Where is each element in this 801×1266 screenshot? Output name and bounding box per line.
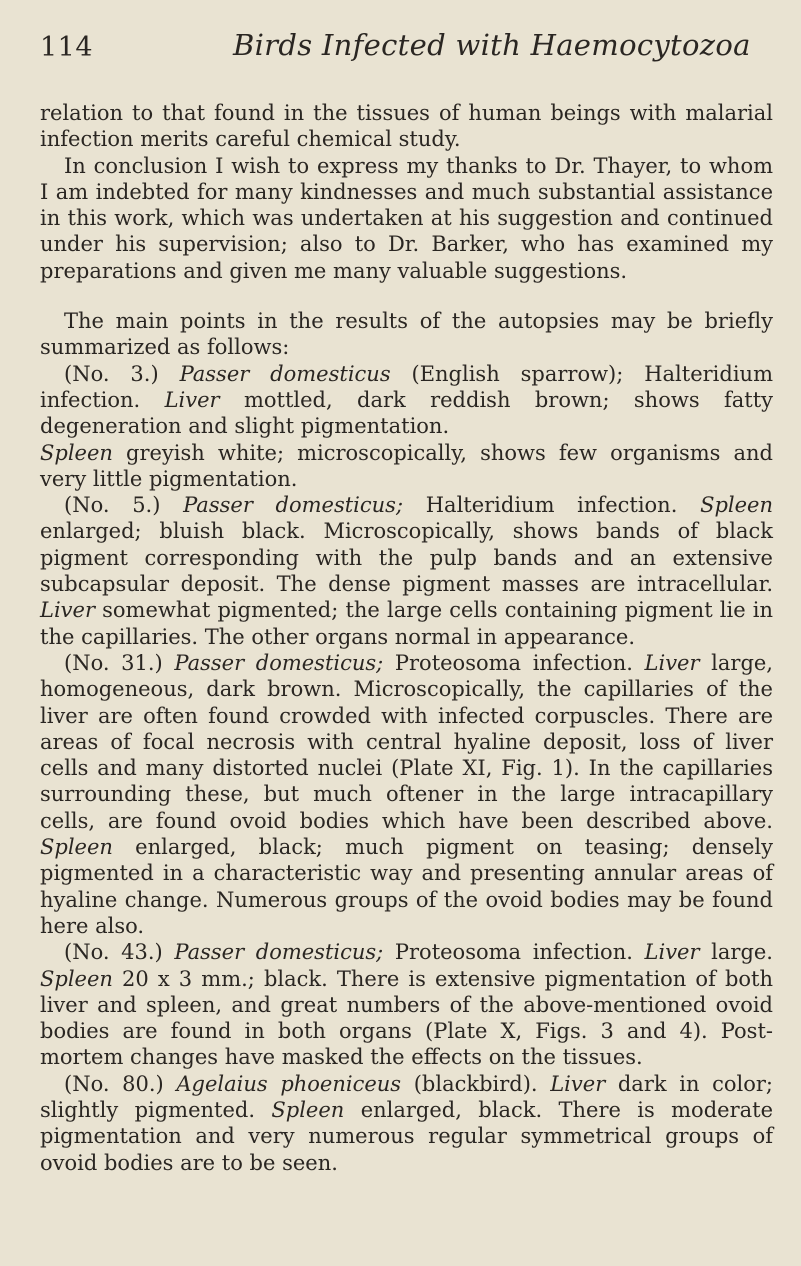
case-text: somewhat pigmented; the large cells containing pigment lie in the capillaries. The other organs normal in appearance. <box>40 598 773 649</box>
case-number: (No. 5.) <box>64 493 161 518</box>
species-name: Agelaius phoeniceus <box>176 1071 402 1096</box>
case-text: large. <box>699 940 773 965</box>
species-name: Passer domesticus; <box>183 493 404 518</box>
case-number: (No. 43.) <box>64 940 163 965</box>
case-text: enlarged, black; much pigment on teasing; densely pigmented in a characteristic way and presenting annular areas of hyaline change. Numerous groups of the ovoid bodies may be found here also. <box>40 835 773 938</box>
page-number: 114 <box>40 32 94 63</box>
case-number: (No. 80.) <box>64 1071 164 1096</box>
case-number: (No. 3.) <box>64 361 159 386</box>
case-text: Proteosoma infection. <box>383 650 645 675</box>
case-no-80 <box>40 1071 773 1176</box>
case-text: enlarged; bluish black. Microscopically, shows bands of black pigment corresponding with the pulp bands and an extensive subcapsular deposit. The dense pigment masses are intracellular. <box>40 519 773 597</box>
case-no-3 <box>40 361 773 440</box>
species-name: Passer domesticus; <box>174 940 384 965</box>
organ-label-spleen: Spleen <box>40 440 113 465</box>
case-text: large, homogeneous, dark brown. Microscopically, the capillaries of the liver are often found crowded with infected corpuscles. There are areas of focal necrosis with central hyaline deposit, loss of liver cells and many distorted nuclei (Plate XI, Fig. 1). In the capillaries surrounding these, but much oftener in the large intracapillary cells, are found ovoid bodies which have been described above. <box>40 650 773 833</box>
running-title: Birds Infected with Haemocytozoa <box>233 28 751 62</box>
species-name: Passer domesticus; <box>174 650 384 675</box>
case-no-5 <box>40 492 773 650</box>
case-text: Halteridium infection. <box>403 493 701 518</box>
running-head <box>40 18 771 78</box>
paragraph-continuation: relation to that found in the tissues of human beings with malarial infection merits careful chemical study. <box>40 101 773 152</box>
case-text: enlarged, black. There is moderate pigmentation and very numerous regular symmetrical groups of ovoid bodies are to be seen. <box>40 1097 773 1175</box>
species-name: Passer domesticus <box>179 361 391 386</box>
body-text <box>40 100 773 1176</box>
organ-label-liver: Liver <box>40 598 95 623</box>
organ-label-spleen: Spleen <box>700 493 774 518</box>
paragraph-acknowledgement: In conclusion I wish to express my thanks to Dr. Thayer, to whom I am indebted for many kindnesses and much substantial assistance in this work, which was undertaken at his suggestion and continued under his supervision; also to Dr. Barker, who has examined my preparations and given me many valuable suggestions. <box>40 153 773 283</box>
organ-label-spleen: Spleen <box>271 1097 345 1122</box>
organ-label-spleen: Spleen <box>40 966 113 991</box>
case-text: Proteosoma infection. <box>383 940 645 965</box>
case-number: (No. 31.) <box>64 650 163 675</box>
case-text: (blackbird). <box>401 1071 551 1096</box>
case-no-43 <box>40 939 773 1070</box>
case-text: mottled, dark reddish brown; shows fatty degeneration and slight pigmentation. <box>40 387 773 439</box>
organ-label-liver: Liver <box>644 650 700 675</box>
case-no-31 <box>40 650 773 939</box>
case-text: dark in color; slightly pigmented. <box>40 1071 773 1122</box>
organ-label-liver: Liver <box>644 940 700 965</box>
case-text: greyish white; microscopically, shows few organisms and very little pigmentation. <box>40 440 773 491</box>
case-text: (English sparrow); Halteridium infection. <box>40 361 773 412</box>
case-text: 20 x 3 mm.; black. There is extensive pigmentation of both liver and spleen, and great numbers of the above-mentioned ovoid bodies are found in both organs (Plate X, Figs. 3 and 4). Post-mortem changes have masked the effects on the tissues. <box>40 966 773 1070</box>
organ-label-spleen: Spleen <box>40 835 113 860</box>
case-no-3-spleen <box>40 440 773 493</box>
paragraph-summary-intro: The main points in the results of the autopsies may be briefly summarized as follows: <box>40 309 773 360</box>
organ-label-liver: Liver <box>550 1071 606 1096</box>
organ-label-liver: Liver <box>164 387 220 412</box>
